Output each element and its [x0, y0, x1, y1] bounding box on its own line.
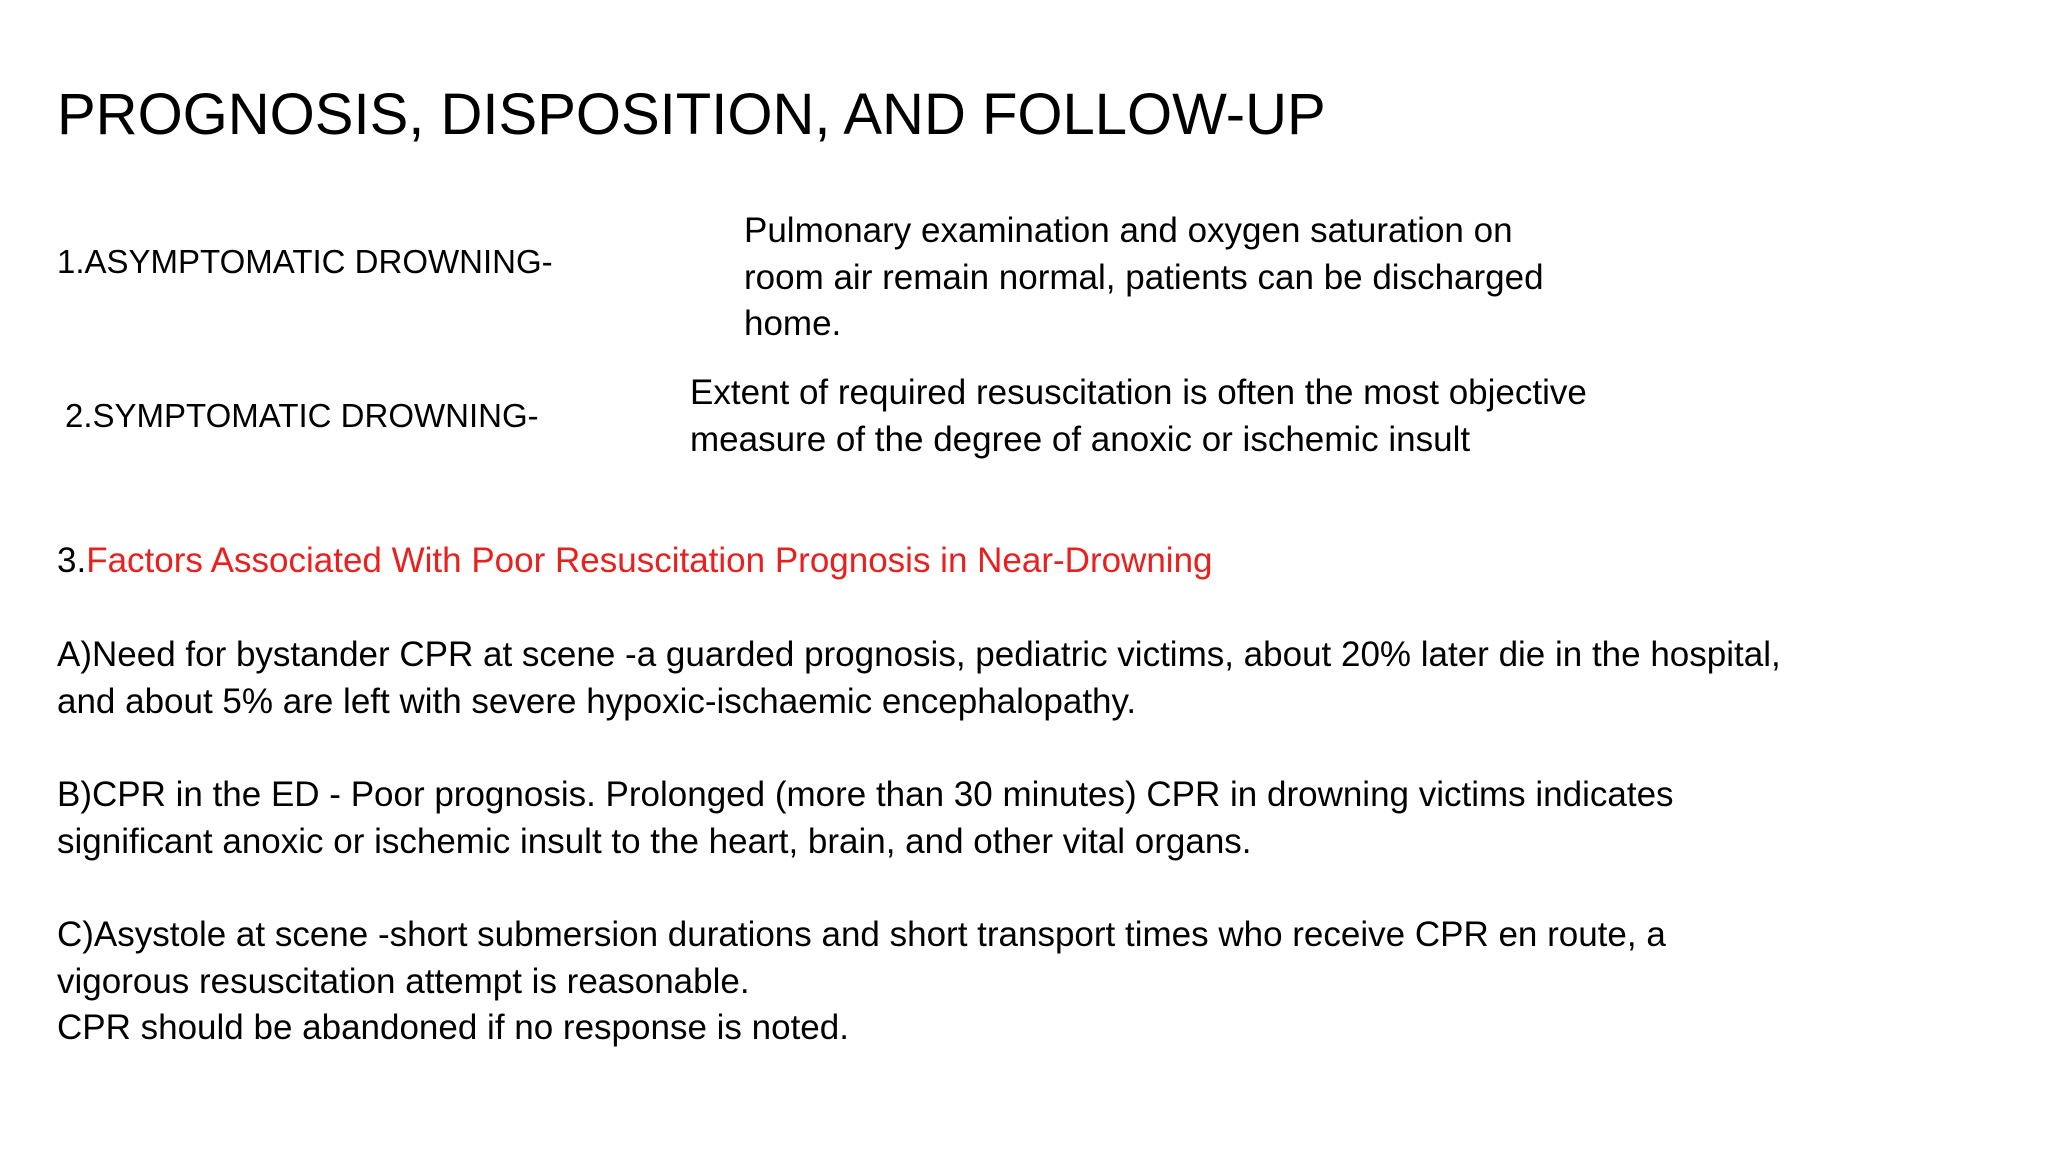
- paragraph-line: A)Need for bystander CPR at scene -a guarded prognosis, pediatric victims, about 20% later die in the hospital,: [57, 635, 1781, 674]
- asymptomatic-drowning-description: [744, 208, 1544, 348]
- description-line: measure of the degree of anoxic or ischemic insult: [690, 419, 1471, 459]
- description-line: Extent of required resuscitation is often the most objective: [690, 373, 1587, 412]
- paragraph-line: vigorous resuscitation attempt is reasonable.: [57, 961, 750, 1001]
- factors-number: 3.: [57, 541, 87, 580]
- description-line: Pulmonary examination and oxygen saturation on: [744, 211, 1513, 250]
- slide-title: PROGNOSIS, DISPOSITION, AND FOLLOW-UP: [57, 82, 1326, 147]
- paragraph-line: and about 5% are left with severe hypoxic-ischaemic encephalopathy.: [57, 681, 1137, 721]
- paragraph-line: CPR should be abandoned if no response is noted.: [57, 1008, 849, 1047]
- paragraph-line: C)Asystole at scene -short submersion durations and short transport times who receive CPR en route, a: [57, 915, 1666, 954]
- factor-paragraph-c: [57, 912, 1666, 1052]
- paragraph-line: significant anoxic or ischemic insult to the heart, brain, and other vital organs.: [57, 821, 1252, 861]
- factor-paragraph-a: [57, 632, 1781, 725]
- paragraph-line: B)CPR in the ED - Poor prognosis. Prolonged (more than 30 minutes) CPR in drowning victims indicates: [57, 775, 1674, 814]
- factor-paragraph-b: [57, 772, 1674, 865]
- description-line: home.: [744, 304, 842, 343]
- symptomatic-drowning-description: [690, 370, 1587, 463]
- symptomatic-drowning-label: 2.SYMPTOMATIC DROWNING-: [65, 397, 539, 434]
- description-line: room air remain normal, patients can be discharged: [744, 257, 1544, 297]
- asymptomatic-drowning-label: 1.ASYMPTOMATIC DROWNING-: [57, 243, 553, 280]
- factors-heading-text: Factors Associated With Poor Resuscitation Prognosis in Near-Drowning: [86, 541, 1213, 580]
- factors-heading: [57, 538, 1213, 584]
